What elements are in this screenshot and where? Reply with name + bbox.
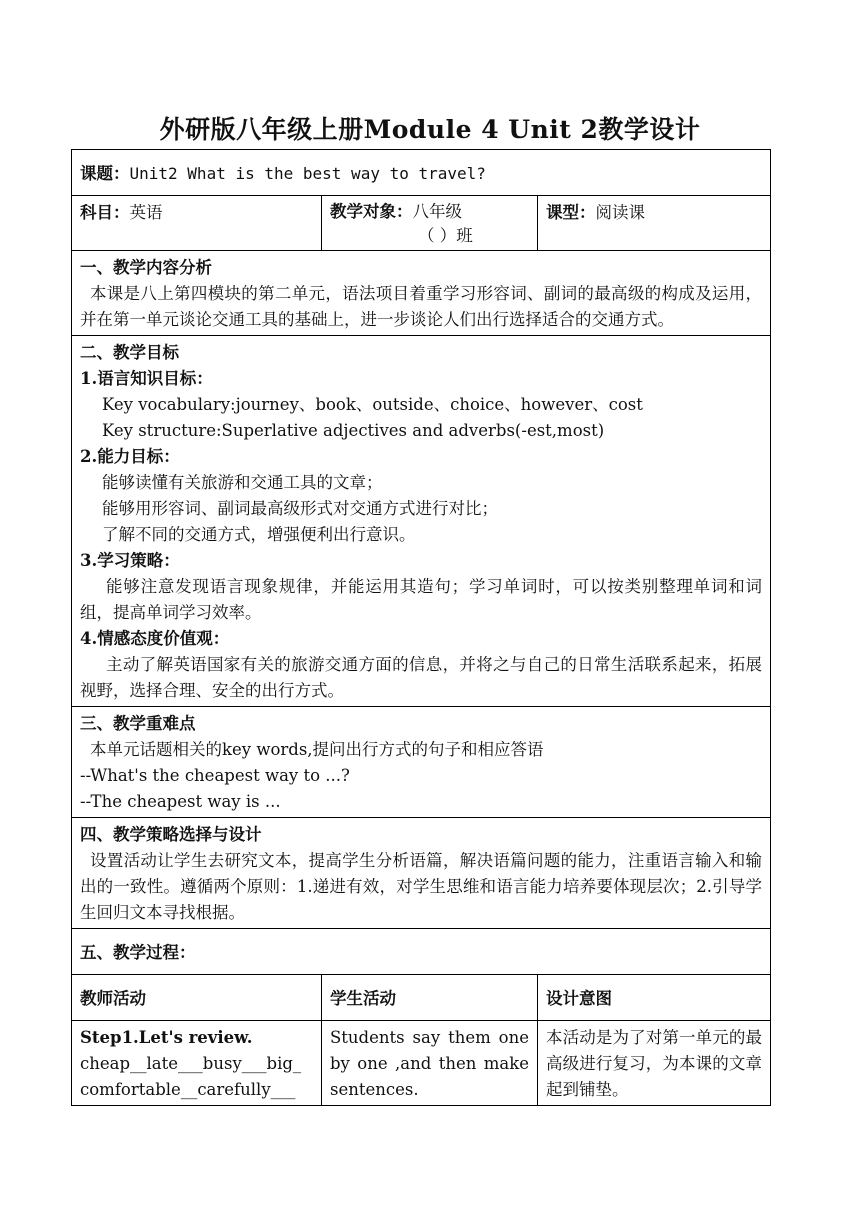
key-structure: Key structure:Superlative adjectives and adverbs(-est,most)	[102, 421, 605, 440]
objectives-row	[72, 336, 771, 707]
student-activity-header: 学生活动	[330, 988, 396, 1008]
key-points-row	[72, 707, 771, 818]
ability-item-2: 能够用形容词、副词最高级形式对交通方式进行对比；	[102, 499, 498, 518]
design-intent-header: 设计意图	[546, 988, 612, 1008]
attitude-text: 主动了解英语国家有关的旅游交通方面的信息，并将之与自己的日常生活联系起来，拓展视野，选择合理、安全的出行方式。	[80, 655, 763, 700]
key-points-line-2: --What's the cheapest way to ...?	[80, 766, 350, 785]
topic-label: 课题：	[80, 163, 130, 183]
section3-heading: 三、教学重难点	[80, 714, 196, 733]
topic-row	[72, 150, 771, 196]
step1-student-activity: Students say them one by one ,and then make sentences.	[322, 1021, 538, 1106]
process-header-row	[72, 975, 771, 1021]
ability-item-1: 能够读懂有关旅游和交通工具的文章；	[102, 473, 383, 492]
info-row	[72, 196, 771, 251]
section4-heading: 四、教学策略选择与设计	[80, 825, 262, 844]
subject-value: 英语	[129, 203, 163, 222]
type-value: 阅读课	[595, 203, 645, 222]
process-heading-row	[72, 929, 771, 975]
step1-design-intent: 本活动是为了对第一单元的最高级进行复习，为本课的文章起到铺垫。	[538, 1021, 771, 1106]
key-points-line-3: --The cheapest way is ...	[80, 792, 281, 811]
content-analysis-row	[72, 251, 771, 336]
section4-text: 设置活动让学生去研究文本，提高学生分析语篇，解决语篇问题的能力，注重语言输入和输出的一致性。遵循两个原则：1.递进有效，对学生思维和语言能力培养要体现层次；2.引导学生回归文本寻找根据。	[80, 851, 763, 922]
section2-heading: 二、教学目标	[80, 343, 179, 362]
step1-words-line-2: comfortable__carefully___	[80, 1080, 296, 1099]
type-label: 课型：	[546, 203, 596, 222]
step1-words-line-1: cheap__late___busy___big_	[80, 1054, 302, 1073]
strategy-text: 能够注意发现语言现象规律，并能运用其造句；学习单词时，可以按类别整理单词和词组，提高单词学习效率。	[80, 577, 763, 622]
section1-text: 本课是八上第四模块的第二单元，语法项目着重学习形容词、副词的最高级的构成及运用，并在第一单元谈论交通工具的基础上，进一步谈论人们出行选择适合的交通方式。	[80, 284, 763, 329]
topic-value: Unit2 What is the best way to travel?	[129, 163, 486, 183]
target-label: 教学对象：	[330, 202, 413, 221]
attitude-heading: 4.情感态度价值观：	[80, 629, 230, 648]
strategy-heading: 3.学习策略：	[80, 551, 180, 570]
key-points-line-1: 本单元话题相关的key words,提问出行方式的句子和相应答语	[90, 740, 544, 759]
document-title: 外研版八年级上册Module 4 Unit 2教学设计	[159, 115, 701, 144]
ability-objective-heading: 2.能力目标：	[80, 447, 180, 466]
teacher-activity-header: 教师活动	[80, 988, 146, 1008]
lesson-plan-table	[71, 149, 771, 1106]
target-value: 八年级	[412, 202, 462, 221]
section5-heading: 五、教学过程：	[80, 942, 196, 962]
step1-row	[72, 1021, 771, 1106]
step1-title: Step1.Let's review.	[80, 1028, 253, 1047]
language-objective-heading: 1.语言知识目标：	[80, 369, 213, 388]
section1-heading: 一、教学内容分析	[80, 258, 212, 277]
ability-item-3: 了解不同的交通方式，增强便利出行意识。	[102, 525, 416, 544]
key-vocabulary: Key vocabulary:journey、book、outside、choice、however、cost	[102, 395, 643, 414]
strategy-row	[72, 818, 771, 929]
subject-label: 科目：	[80, 203, 130, 222]
class-line: （ ）班	[418, 226, 473, 245]
